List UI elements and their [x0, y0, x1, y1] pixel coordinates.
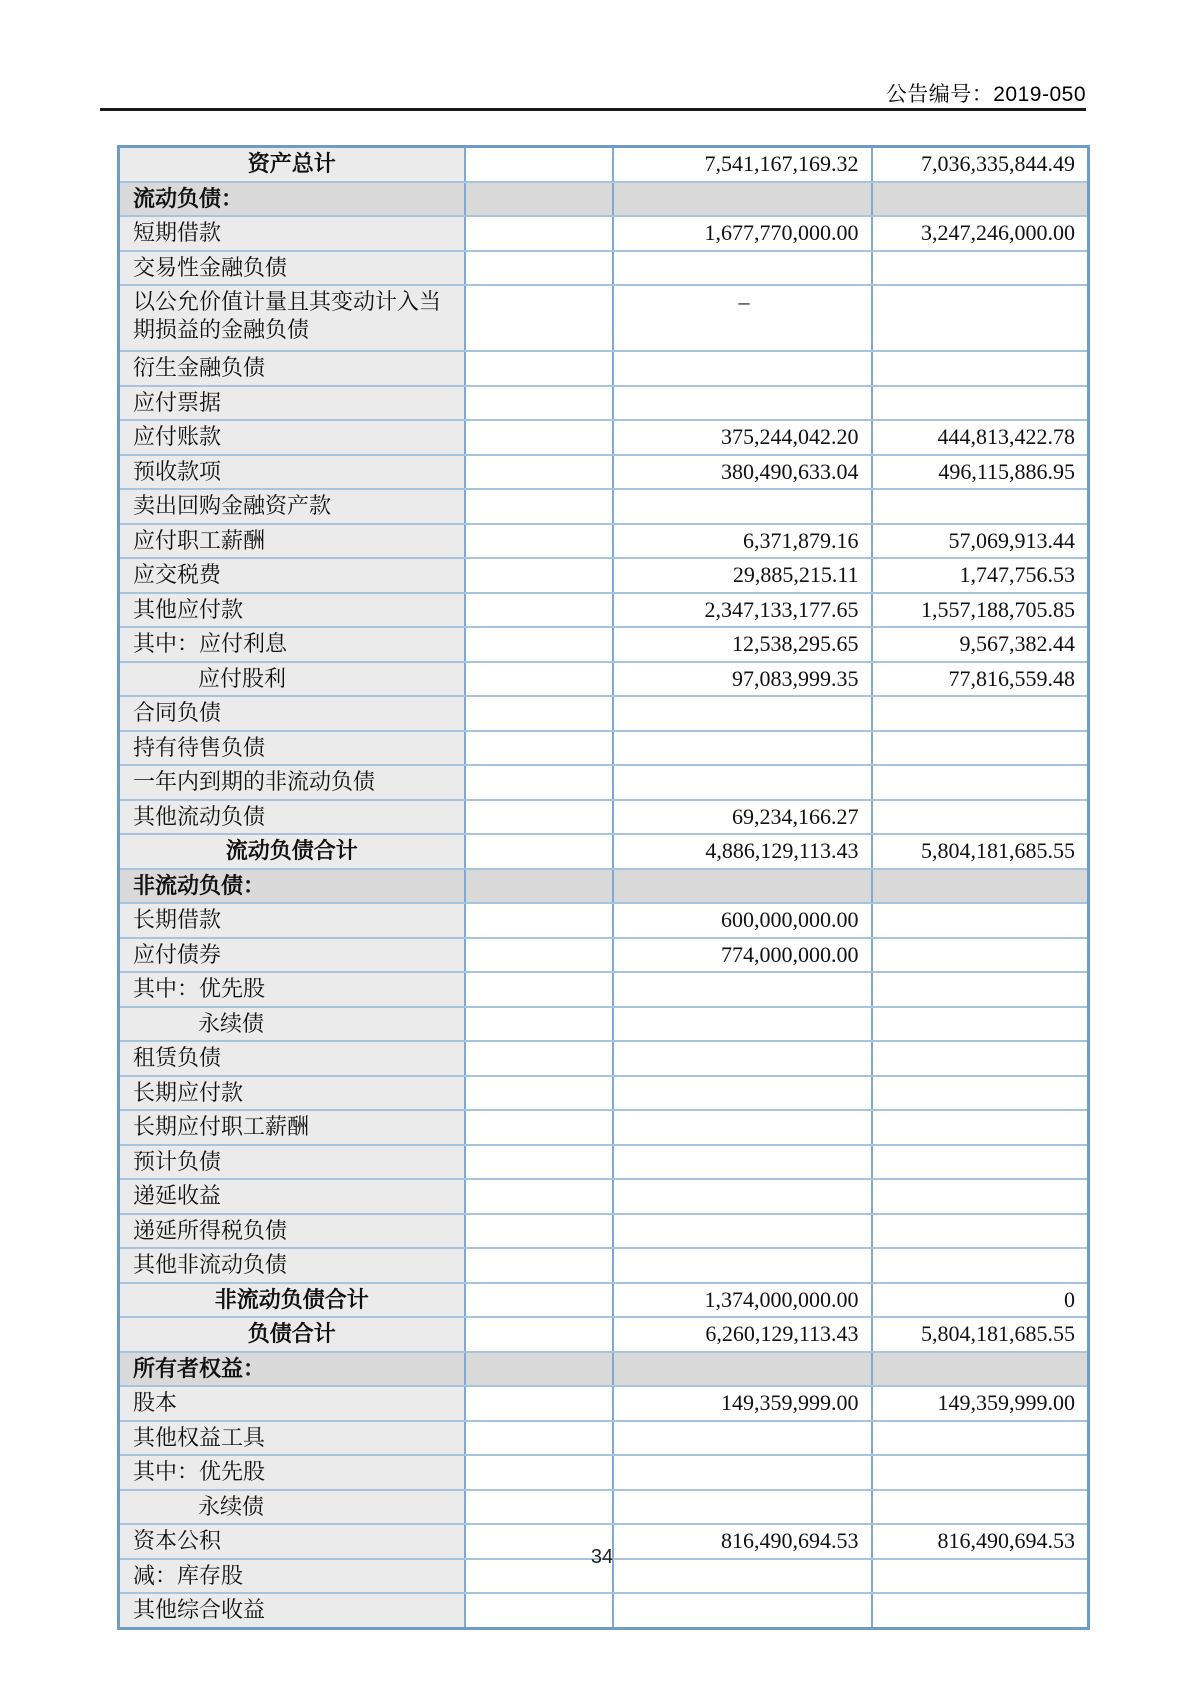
notes-cell — [465, 1386, 613, 1421]
row-label: 其中：优先股 — [119, 972, 465, 1007]
value-prior-period — [872, 251, 1089, 286]
value-prior-period — [872, 938, 1089, 973]
table-row — [119, 1248, 1089, 1283]
table-row — [119, 972, 1089, 1007]
value-current-period — [613, 489, 872, 524]
row-label: 流动负债： — [119, 182, 465, 217]
table-row — [119, 1386, 1089, 1421]
row-label: 递延所得税负债 — [119, 1214, 465, 1249]
value-prior-period — [872, 1110, 1089, 1145]
value-current-period — [613, 1214, 872, 1249]
value-current-period: 380,490,633.04 — [613, 455, 872, 490]
value-current-period — [613, 1421, 872, 1456]
value-prior-period: 5,804,181,685.55 — [872, 834, 1089, 869]
notes-cell — [465, 1283, 613, 1318]
value-current-period: 149,359,999.00 — [613, 1386, 872, 1421]
table-row — [119, 662, 1089, 697]
value-prior-period — [872, 1076, 1089, 1111]
value-prior-period — [872, 765, 1089, 800]
row-label: 持有待售负债 — [119, 731, 465, 766]
notes-cell — [465, 1041, 613, 1076]
row-label: 其他综合收益 — [119, 1593, 465, 1628]
table-row — [119, 1421, 1089, 1456]
table-row — [119, 1352, 1089, 1387]
page-number: 34 — [590, 1546, 614, 1568]
row-label: 所有者权益： — [119, 1352, 465, 1387]
value-current-period — [613, 1248, 872, 1283]
value-prior-period: 1,557,188,705.85 — [872, 593, 1089, 628]
row-label: 资产总计 — [119, 147, 465, 182]
value-prior-period: 57,069,913.44 — [872, 524, 1089, 559]
row-label: 应付账款 — [119, 420, 465, 455]
value-current-period: 1,374,000,000.00 — [613, 1283, 872, 1318]
notes-cell — [465, 147, 613, 182]
value-prior-period: 0 — [872, 1283, 1089, 1318]
value-current-period: 12,538,295.65 — [613, 627, 872, 662]
value-prior-period: 3,247,246,000.00 — [872, 216, 1089, 251]
value-prior-period — [872, 351, 1089, 386]
value-prior-period — [872, 1421, 1089, 1456]
table-row — [119, 593, 1089, 628]
table-row — [119, 834, 1089, 869]
value-current-period — [613, 1145, 872, 1180]
row-label: 应付股利 — [119, 662, 465, 697]
notes-cell — [465, 455, 613, 490]
notes-cell — [465, 938, 613, 973]
value-prior-period — [872, 972, 1089, 1007]
row-label: 非流动负债合计 — [119, 1283, 465, 1318]
notes-cell — [465, 593, 613, 628]
value-current-period: 774,000,000.00 — [613, 938, 872, 973]
value-prior-period: 9,567,382.44 — [872, 627, 1089, 662]
notes-cell — [465, 1179, 613, 1214]
value-prior-period: 444,813,422.78 — [872, 420, 1089, 455]
value-current-period — [613, 1490, 872, 1525]
value-current-period — [613, 251, 872, 286]
value-current-period: 7,541,167,169.32 — [613, 147, 872, 182]
row-label: 减：库存股 — [119, 1559, 465, 1594]
table-row — [119, 182, 1089, 217]
value-prior-period — [872, 1041, 1089, 1076]
notes-cell — [465, 524, 613, 559]
table-row — [119, 489, 1089, 524]
value-prior-period — [872, 182, 1089, 217]
row-label: 资本公积 — [119, 1524, 465, 1559]
notes-cell — [465, 1593, 613, 1628]
table-row — [119, 765, 1089, 800]
value-current-period — [613, 765, 872, 800]
notes-cell — [465, 1352, 613, 1387]
value-prior-period: 496,115,886.95 — [872, 455, 1089, 490]
value-prior-period: 149,359,999.00 — [872, 1386, 1089, 1421]
row-label: 股本 — [119, 1386, 465, 1421]
value-current-period: 29,885,215.11 — [613, 558, 872, 593]
value-prior-period — [872, 386, 1089, 421]
value-prior-period — [872, 869, 1089, 904]
value-prior-period — [872, 1352, 1089, 1387]
table-row — [119, 1041, 1089, 1076]
table-row — [119, 147, 1089, 182]
row-label: 应交税费 — [119, 558, 465, 593]
value-current-period — [613, 1593, 872, 1628]
notes-cell — [465, 420, 613, 455]
value-prior-period: 77,816,559.48 — [872, 662, 1089, 697]
value-prior-period — [872, 1490, 1089, 1525]
notes-cell — [465, 834, 613, 869]
notes-cell — [465, 1110, 613, 1145]
row-label: 其他流动负债 — [119, 800, 465, 835]
row-label: 其中：优先股 — [119, 1455, 465, 1490]
row-label: 长期应付职工薪酬 — [119, 1110, 465, 1145]
row-label: 永续债 — [119, 1490, 465, 1525]
notes-cell — [465, 216, 613, 251]
value-current-period: 2,347,133,177.65 — [613, 593, 872, 628]
value-prior-period: 7,036,335,844.49 — [872, 147, 1089, 182]
value-current-period — [613, 1007, 872, 1042]
table-row — [119, 1593, 1089, 1628]
value-current-period — [613, 386, 872, 421]
row-label: 应付债券 — [119, 938, 465, 973]
announcement-number: 公告编号：2019-050 — [885, 83, 1086, 106]
row-label: 永续债 — [119, 1007, 465, 1042]
notes-cell — [465, 1421, 613, 1456]
notes-cell — [465, 765, 613, 800]
table-row — [119, 696, 1089, 731]
value-prior-period — [872, 1248, 1089, 1283]
row-label: 一年内到期的非流动负债 — [119, 765, 465, 800]
row-label: 应付票据 — [119, 386, 465, 421]
value-current-period: 816,490,694.53 — [613, 1524, 872, 1559]
row-label: 短期借款 — [119, 216, 465, 251]
value-current-period: 1,677,770,000.00 — [613, 216, 872, 251]
notes-cell — [465, 1455, 613, 1490]
value-current-period — [613, 1076, 872, 1111]
value-current-period: 6,371,879.16 — [613, 524, 872, 559]
row-label: 其他应付款 — [119, 593, 465, 628]
notes-cell — [465, 731, 613, 766]
value-prior-period — [872, 1593, 1089, 1628]
value-current-period: 97,083,999.35 — [613, 662, 872, 697]
table-row — [119, 386, 1089, 421]
notes-cell — [465, 1214, 613, 1249]
table-row — [119, 1110, 1089, 1145]
value-current-period — [613, 696, 872, 731]
table-row — [119, 1179, 1089, 1214]
row-label: 递延收益 — [119, 1179, 465, 1214]
value-current-period — [613, 1352, 872, 1387]
row-label: 以公允价值计量且其变动计入当期损益的金融负债 — [119, 285, 465, 351]
row-label: 衍生金融负债 — [119, 351, 465, 386]
notes-cell — [465, 1145, 613, 1180]
row-label: 其中：应付利息 — [119, 627, 465, 662]
table-row — [119, 251, 1089, 286]
table-row — [119, 420, 1089, 455]
row-label: 非流动负债： — [119, 869, 465, 904]
balance-sheet-table — [117, 145, 1090, 1630]
value-current-period: 375,244,042.20 — [613, 420, 872, 455]
value-prior-period: 1,747,756.53 — [872, 558, 1089, 593]
value-current-period — [613, 869, 872, 904]
value-prior-period — [872, 731, 1089, 766]
table-row — [119, 869, 1089, 904]
table-row — [119, 731, 1089, 766]
notes-cell — [465, 558, 613, 593]
table-row — [119, 524, 1089, 559]
header-rule — [100, 108, 1086, 111]
notes-cell — [465, 182, 613, 217]
notes-cell — [465, 972, 613, 1007]
notes-cell — [465, 869, 613, 904]
table-row — [119, 351, 1089, 386]
value-current-period — [613, 1041, 872, 1076]
notes-cell — [465, 662, 613, 697]
row-label: 租赁负债 — [119, 1041, 465, 1076]
value-current-period: 4,886,129,113.43 — [613, 834, 872, 869]
value-prior-period: 816,490,694.53 — [872, 1524, 1089, 1559]
notes-cell — [465, 1490, 613, 1525]
notes-cell — [465, 251, 613, 286]
table-row — [119, 216, 1089, 251]
notes-cell — [465, 386, 613, 421]
notes-cell — [465, 351, 613, 386]
row-label: 长期借款 — [119, 903, 465, 938]
table-row — [119, 558, 1089, 593]
value-prior-period — [872, 1179, 1089, 1214]
row-label: 流动负债合计 — [119, 834, 465, 869]
notes-cell — [465, 1317, 613, 1352]
value-current-period: 69,234,166.27 — [613, 800, 872, 835]
value-current-period: 600,000,000.00 — [613, 903, 872, 938]
value-current-period — [613, 731, 872, 766]
notes-cell — [465, 627, 613, 662]
notes-cell — [465, 489, 613, 524]
value-current-period — [613, 1455, 872, 1490]
row-label: 预收款项 — [119, 455, 465, 490]
table-row — [119, 1007, 1089, 1042]
value-prior-period — [872, 285, 1089, 351]
notes-cell — [465, 1248, 613, 1283]
row-label: 预计负债 — [119, 1145, 465, 1180]
value-prior-period — [872, 696, 1089, 731]
value-current-period — [613, 972, 872, 1007]
notes-cell — [465, 696, 613, 731]
table-row — [119, 938, 1089, 973]
notes-cell — [465, 800, 613, 835]
table-row — [119, 1317, 1089, 1352]
value-current-period: – — [613, 285, 872, 351]
table-row — [119, 1455, 1089, 1490]
value-prior-period — [872, 489, 1089, 524]
value-prior-period — [872, 903, 1089, 938]
row-label: 应付职工薪酬 — [119, 524, 465, 559]
table-row — [119, 800, 1089, 835]
row-label: 交易性金融负债 — [119, 251, 465, 286]
row-label: 负债合计 — [119, 1317, 465, 1352]
value-prior-period — [872, 800, 1089, 835]
row-label: 卖出回购金融资产款 — [119, 489, 465, 524]
table-row — [119, 1145, 1089, 1180]
notes-cell — [465, 1007, 613, 1042]
value-current-period — [613, 1110, 872, 1145]
notes-cell — [465, 1076, 613, 1111]
table-row — [119, 1283, 1089, 1318]
value-prior-period — [872, 1007, 1089, 1042]
value-prior-period — [872, 1145, 1089, 1180]
value-current-period: 6,260,129,113.43 — [613, 1317, 872, 1352]
value-prior-period — [872, 1455, 1089, 1490]
balance-sheet-body — [119, 147, 1089, 1629]
value-current-period — [613, 1179, 872, 1214]
table-row — [119, 1076, 1089, 1111]
value-prior-period: 5,804,181,685.55 — [872, 1317, 1089, 1352]
row-label: 长期应付款 — [119, 1076, 465, 1111]
row-label: 其他非流动负债 — [119, 1248, 465, 1283]
table-row — [119, 903, 1089, 938]
value-current-period — [613, 182, 872, 217]
value-current-period — [613, 351, 872, 386]
notes-cell — [465, 285, 613, 351]
row-label: 合同负债 — [119, 696, 465, 731]
notes-cell — [465, 903, 613, 938]
table-row — [119, 1214, 1089, 1249]
row-label: 其他权益工具 — [119, 1421, 465, 1456]
table-row — [119, 455, 1089, 490]
table-row — [119, 627, 1089, 662]
table-row — [119, 285, 1089, 351]
value-prior-period — [872, 1214, 1089, 1249]
table-row — [119, 1490, 1089, 1525]
